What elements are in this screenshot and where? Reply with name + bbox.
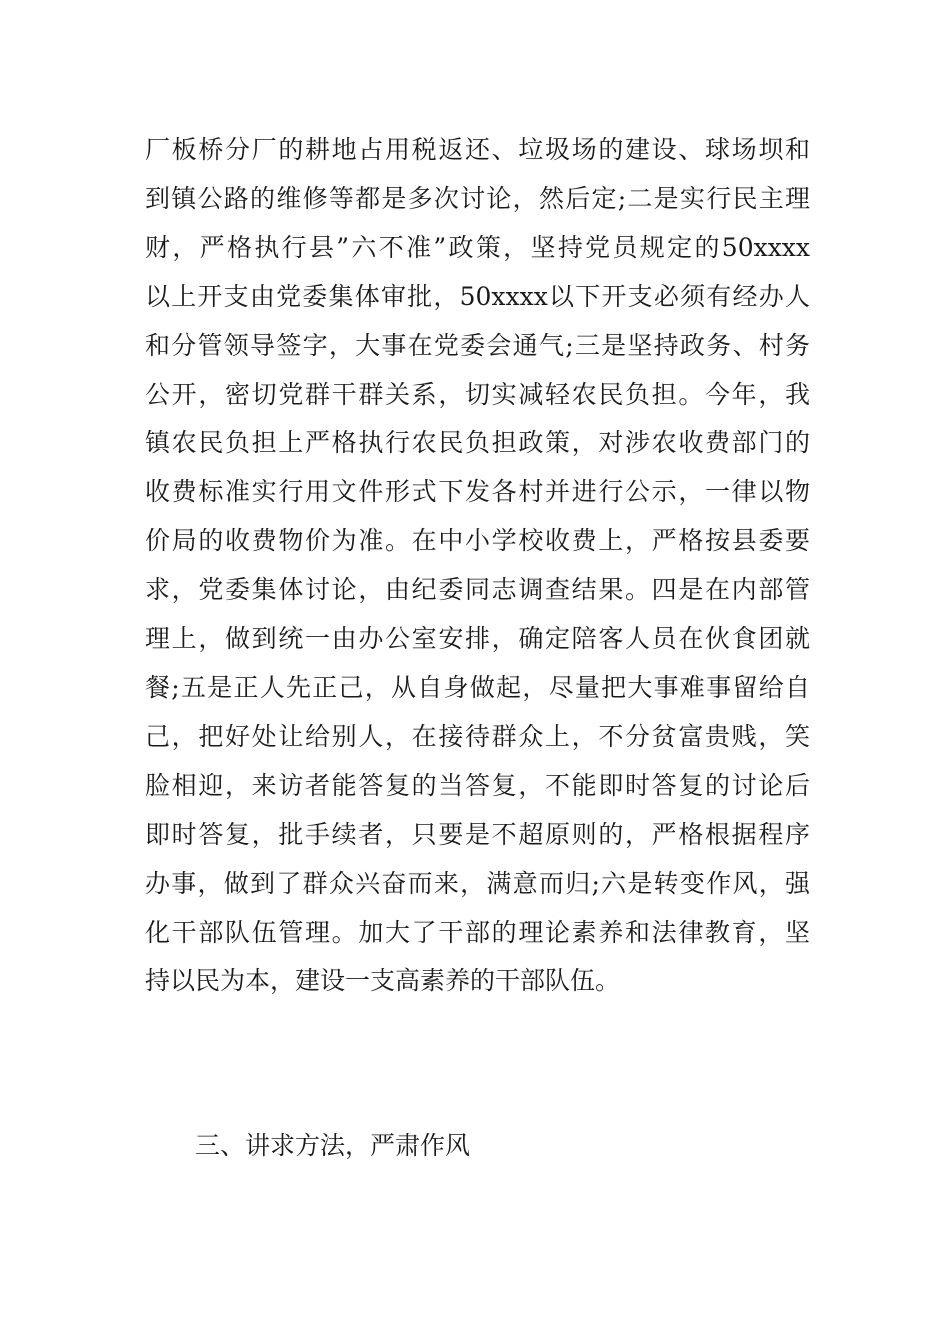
paragraph-line: 化干部队伍管理。加大了干部的理论素养和法律教育，坚 [145,917,810,947]
paragraph-line: 求，党委集体讨论，由纪委同志调查结果。四是在内部管 [145,575,810,605]
paragraph-line: 办事，做到了群众兴奋而来，满意而归;六是转变作风，强 [145,868,810,898]
paragraph-line: 厂板桥分厂的耕地占用税返还、垃圾场的建设、球场坝和 [145,135,810,164]
paragraph-line: 即时答复，批手续者，只要是不超原则的，严格根据程序 [145,819,810,849]
paragraph-line: 以上开支由党委集体审批，50xxxx以下开支必须有经办人 [145,281,810,311]
paragraph-line: 脸相迎，来访者能答复的当答复，不能即时答复的讨论后 [145,770,810,800]
paragraph-line-last: 持以民为本，建设一支高素养的干部队伍。 [145,966,621,996]
paragraph-line: 理上，做到统一由办公室安排，确定陪客人员在伙食团就 [145,624,810,654]
paragraph-line: 餐;五是正人先正己，从自身做起，尽量把大事难事留给自 [145,672,810,702]
paragraph-line: 镇农民负担上严格执行农民负担政策，对涉农收费部门的 [145,428,810,458]
paragraph-line: 己，把好处让给别人，在接待群众上，不分贫富贵贱，笑 [145,721,810,751]
paragraph-line: 和分管领导签字，大事在党委会通气;三是坚持政务、村务 [145,330,810,360]
paragraph-line: 到镇公路的维修等都是多次讨论，然后定;二是实行民主理 [145,183,810,213]
section-heading: 三、讲求方法，严肃作风 [195,1131,471,1160]
paragraph-line: 收费标准实行用文件形式下发各村并进行公示，一律以物 [145,477,810,507]
paragraph-line: 公开，密切党群干群关系，切实减轻农民负担。今年，我 [145,379,810,409]
paragraph-line: 财，严格执行县”六不准”政策，坚持党员规定的50xxxx [145,232,810,262]
body-paragraph [145,126,810,1006]
paragraph-line: 价局的收费物价为准。在中小学校收费上，严格按县委要 [145,526,810,556]
